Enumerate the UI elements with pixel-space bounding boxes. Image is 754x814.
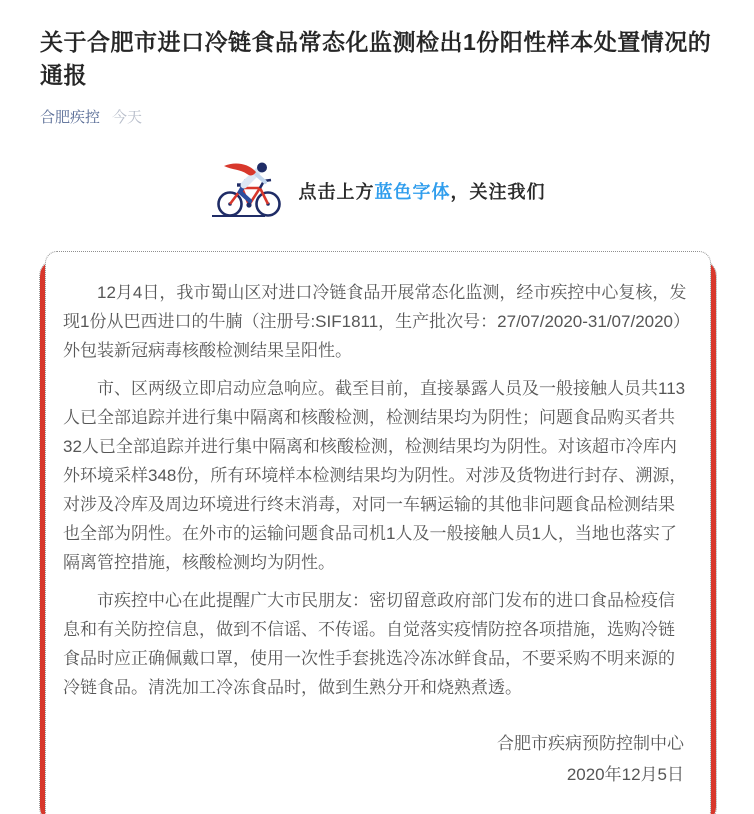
banner-caption-prefix: 点击上方 (298, 182, 375, 202)
signature-date: 2020年12月5日 (566, 765, 684, 784)
signature-block (63, 728, 690, 790)
author-link[interactable]: 合肥疾控 (40, 109, 101, 126)
banner-caption-highlight: 蓝色字体 (374, 182, 451, 202)
signature-organization: 合肥市疾病预防控制中心 (497, 734, 684, 753)
banner-caption-suffix: ，关注我们 (450, 182, 546, 202)
notice-content (45, 251, 711, 814)
notice-paragraph-1: 12月4日，我市蜀山区对进口冷链食品开展常态化监测，经市疾控中心复核，发现1份从巴西进口的牛腩（注册号:SIF1811，生产批次号：27/07/2020-31/07/2020）外包装新冠病毒核酸检测结果呈阳性。 (63, 283, 691, 360)
notice-paragraph-2: 市、区两级立即启动应急响应。截至目前，直接暴露人员及一般接触人员共113人已全部追踪并进行集中隔离和核酸检测，检测结果均为阴性；问题食品购买者共32人已全部追踪并进行集中隔离和核酸检测，检测结果均为阴性。对该超市冷库内外环境采样348份，所有环境样本检测结果均为阴性。对涉及货物进行封存、溯源，对涉及冷库及周边环境进行终末消毒，对同一车辆运输的其他非问题食品检测结果也全部为阴性。在外市的运输问题食品司机1人及一般接触人员1人，当地也落实了隔离管控措施，核酸检测均为阴性。 (63, 379, 687, 572)
banner-caption (299, 178, 546, 204)
article-meta (40, 106, 716, 127)
cyclist-icon (211, 158, 289, 224)
notice-paragraph-3: 市疾控中心在此提醒广大市民朋友：密切留意政府部门发布的进口食品检疫信息和有关防控信息，做到不信谣、不传谣。自觉落实疫情防控各项措施，选购冷链食品时应正确佩戴口罩，使用一次性手套挑选冷冻冰鲜食品，不要采购不明来源的冷链食品。清洗加工冷冻食品时，做到生熟分开和烧熟煮透。 (63, 591, 675, 697)
article-title: 关于合肥市进口冷链食品常态化监测检出1份阳性样本处置情况的通报 (40, 29, 712, 88)
follow-banner-image[interactable] (40, 153, 716, 229)
notice-box (40, 251, 716, 814)
publish-date: 今天 (112, 109, 143, 126)
